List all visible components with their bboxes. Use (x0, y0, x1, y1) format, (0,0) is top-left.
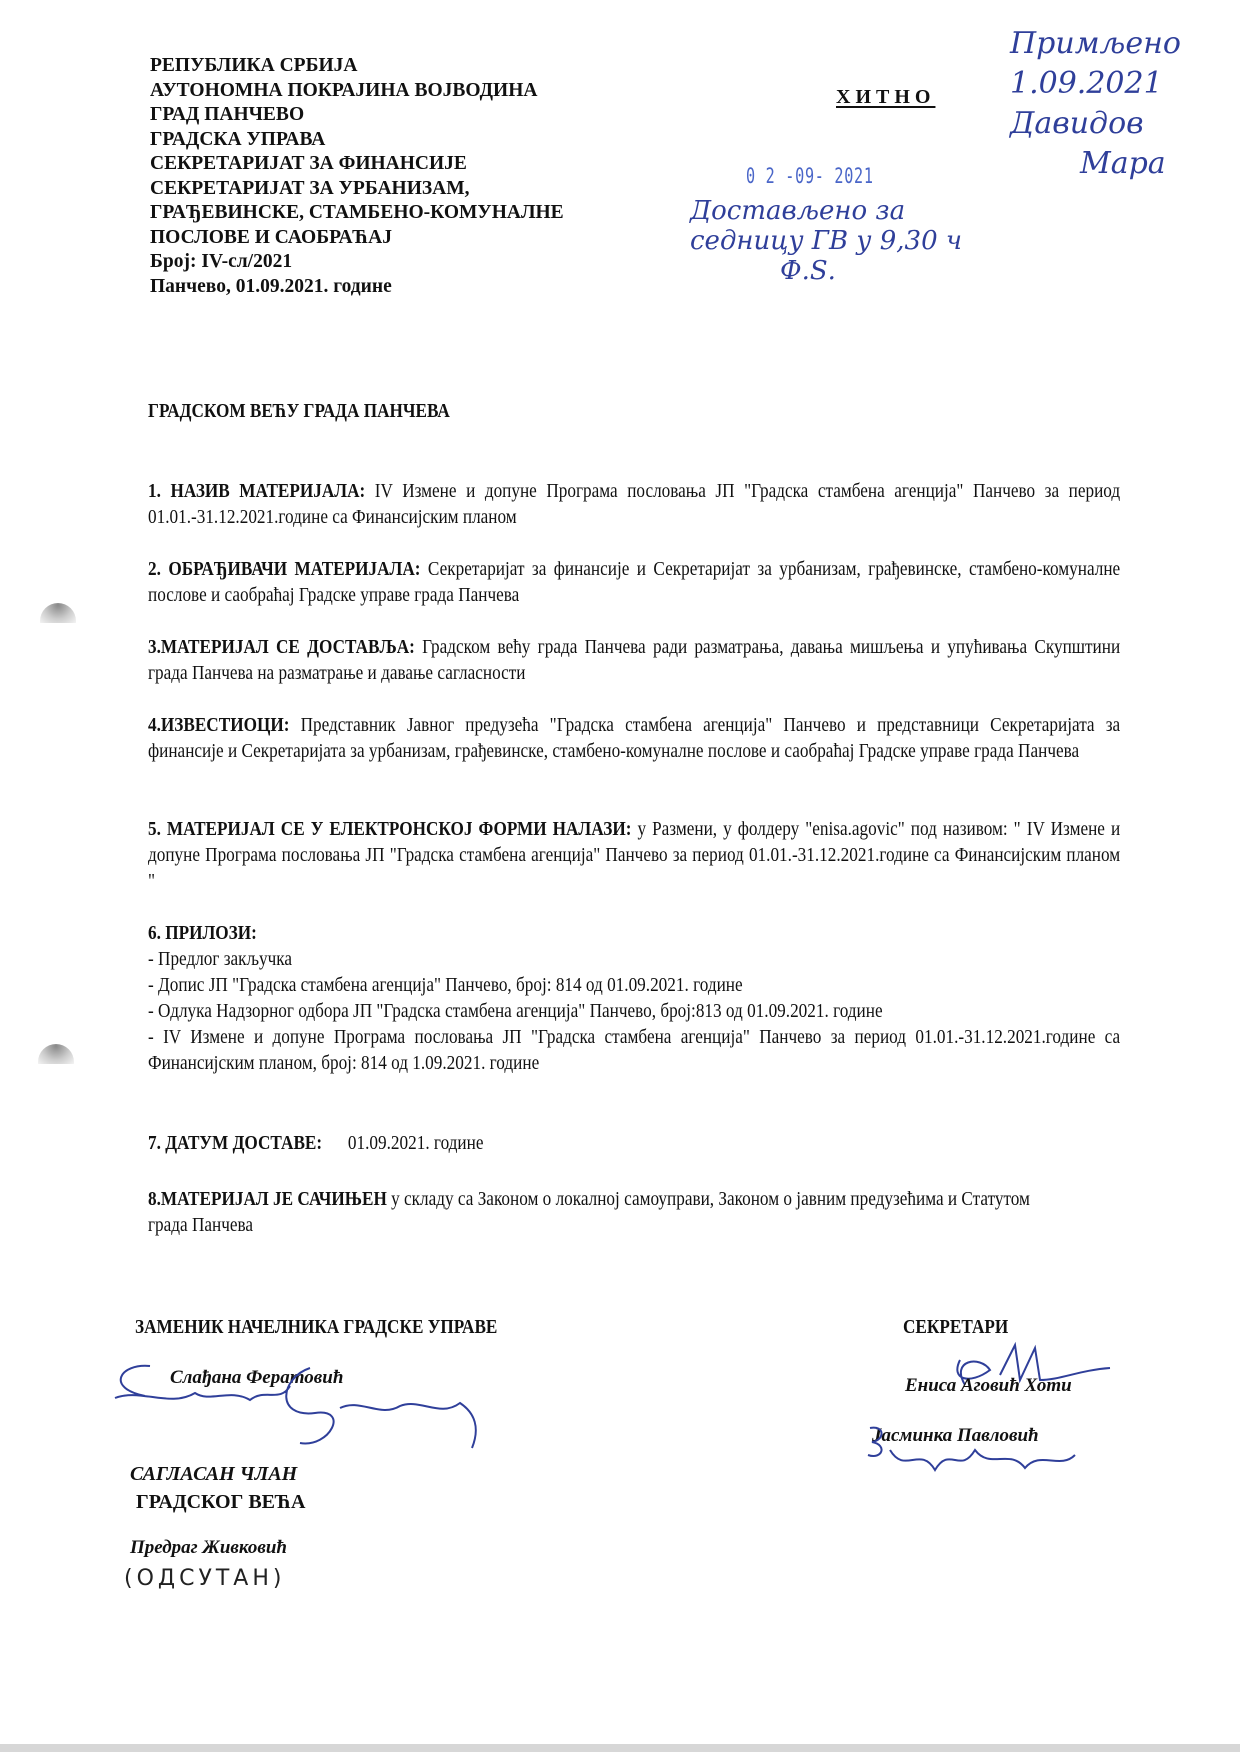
punch-hole-bottom (38, 1044, 74, 1064)
council-member-name: Предраг Живковић (130, 1537, 287, 1558)
section-label: 5. МАТЕРИЈАЛ СЕ У ЕЛЕКТРОНСКОЈ ФОРМИ НАЛАЗИ: (148, 818, 632, 840)
attachment-item: - Предлог закључка (148, 948, 293, 970)
section-label: 1. НАЗИВ МАТЕРИЈАЛА: (148, 480, 366, 502)
council-title-1: САГЛАСАН ЧЛАН (130, 1463, 298, 1485)
letterhead-line: ГРАЂЕВИНСКЕ, СТАМБЕНО-КОМУНАЛНЕ (150, 202, 564, 223)
letterhead-line: ГРАД ПАНЧЕВО (150, 104, 305, 125)
punch-hole-top (40, 603, 76, 623)
handwritten-line: Примљено (1010, 26, 1181, 61)
section-text: IV Измене и допуне Програма пословања ЈП "Градска стамбена агенција" Панчево за период 01.01.-31.12.2021.године са Финансијским планом (148, 480, 1121, 528)
council-title-2: ГРАДСКОГ ВЕЋА (136, 1491, 306, 1513)
section-5 (148, 816, 1120, 894)
section-delivery-date (148, 1130, 1120, 1156)
deputy-head-name: Слађана Фератовић (170, 1367, 344, 1388)
letterhead-line: ГРАДСКА УПРАВА (150, 128, 326, 150)
section-text: Секретаријат за финансије и Секретаријат за урбанизам, грађевинске, стамбено-комуналне послове и саобраћај Градске управе града Панчева (148, 558, 1121, 606)
letterhead-line: СЕКРЕТАРИЈАТ ЗА ФИНАНСИЈЕ (150, 153, 467, 174)
attachment-item: - Допис ЈП "Градска стамбена агенција" Панчево, број: 814 од 01.09.2021. године (148, 974, 743, 996)
handwritten-line: Мара (1080, 146, 1166, 181)
deputy-head-title: ЗАМЕНИК НАЧЕЛНИКА ГРАДСКЕ УПРАВЕ (135, 1316, 498, 1338)
signature-feratovic (100, 1358, 540, 1468)
urgent-label: ХИТНО (836, 86, 936, 108)
section-text: Представник Јавног предузећа "Градска стамбена агенција" Панчево и представници Секретаријата за финансије и Секретаријата за урбанизам, грађевинске, стамбено-комуналне послове и саобраћај Градске управе града Панчева (148, 714, 1121, 762)
handwritten-line: седницу ГВ у 9,30 ч (690, 226, 963, 256)
secretary-name-1: Ениса Аговић Хоти (905, 1375, 1072, 1396)
letterhead-line: АУТОНОМНА ПОКРАЈИНА ВОЈВОДИНА (150, 79, 538, 101)
delivery-date-label: 7. ДАТУМ ДОСТАВЕ: (148, 1132, 323, 1154)
handwritten-received-note (1010, 24, 1230, 184)
addressee: ГРАДСКОМ ВЕЋУ ГРАДА ПАНЧЕВА (148, 400, 450, 422)
letterhead (150, 54, 640, 299)
section-label: 3.МАТЕРИЈАЛ СЕ ДОСТАВЉА: (148, 636, 415, 658)
attachments-label: 6. ПРИЛОЗИ: (148, 922, 257, 944)
letterhead-line: ПОСЛОВЕ И САОБРАЋАЈ (150, 226, 393, 248)
compliance-text: у складу са Законом о локалној самоуправи, Законом о јавним предузећима и Статутом града Панчева (148, 1188, 1030, 1236)
section-3 (148, 634, 1120, 686)
section-1 (148, 478, 1120, 530)
section-compliance (148, 1186, 1120, 1238)
handwritten-line: Достављено за (690, 196, 906, 226)
section-2 (148, 556, 1120, 608)
attachment-item: - Одлука Надзорног одбора ЈП "Градска стамбена агенција" Панчево, број:813 од 01.09.2021. године (148, 1000, 883, 1022)
handwritten-line: Ф.Ѕ. (780, 256, 836, 286)
handwritten-line: Давидов (1010, 106, 1144, 141)
council-absent-note: (ОДСУТАН) (124, 1566, 286, 1591)
section-attachments (148, 920, 1120, 1076)
date-stamp: 0 2 -09- 2021 (746, 164, 874, 188)
document-number: Број: IV-сл/2021 (150, 251, 293, 272)
delivery-date-value: 01.09.2021. године (347, 1132, 484, 1154)
compliance-label: 8.МАТЕРИЈАЛ ЈЕ САЧИЊЕН (148, 1188, 387, 1210)
secretaries-title: СЕКРЕТАРИ (903, 1316, 1009, 1338)
section-4 (148, 712, 1120, 764)
handwritten-delivery-note (690, 196, 990, 286)
section-text: Градском већу града Панчева ради разматрања, давања мишљења и упућивања Скупштини града Панчева на разматрање и давање сагласности (148, 636, 1121, 684)
letterhead-line: СЕКРЕТАРИЈАТ ЗА УРБАНИЗАМ, (150, 177, 470, 199)
secretary-name-2: Јасминка Павловић (872, 1425, 1039, 1446)
letterhead-line: РЕПУБЛИКА СРБИЈА (150, 55, 358, 76)
section-text: у Размени, у фолдеру "enisa.agovic" под називом: " IV Измене и допуне Програма пословања ЈП "Градска стамбена агенција" Панчево за период 01.01.-31.12.2021.године са Финансијским планом " (148, 818, 1121, 892)
signature-pavlovic (860, 1420, 1100, 1480)
place-date: Панчево, 01.09.2021. године (150, 275, 392, 297)
handwritten-line: 1.09.2021 (1010, 66, 1163, 101)
attachment-item: - IV Измене и допуне Програма пословања ЈП "Градска стамбена агенција" Панчево за период 01.01.-31.12.2021.године са Финансијским планом, број: 814 од 1.09.2021. године (148, 1026, 1121, 1074)
section-label: 2. ОБРАЂИВАЧИ МАТЕРИЈАЛА: (148, 558, 421, 580)
page-scan-edge (0, 1744, 1240, 1752)
section-label: 4.ИЗВЕСТИОЦИ: (148, 714, 290, 736)
